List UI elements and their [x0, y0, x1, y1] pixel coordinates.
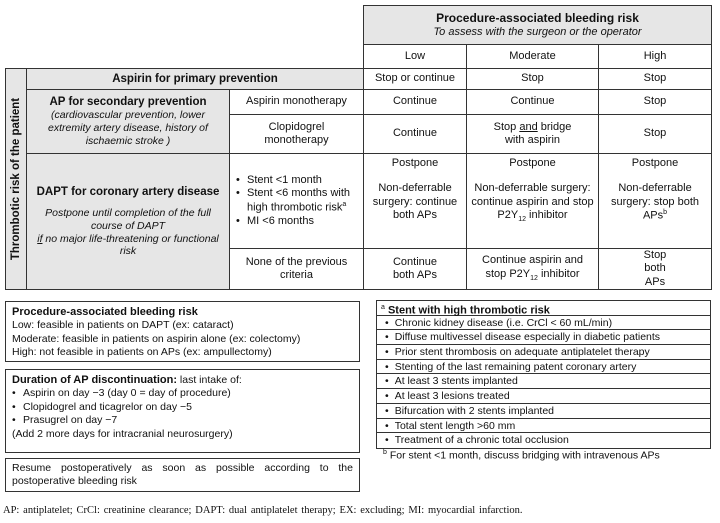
- abbreviations: AP: antiplatelet; CrCl: creatinine clearance; DAPT: dual antiplatelet therapy; EX: excluding; MI: myocardial infarction.: [3, 505, 523, 516]
- dapt-criteria: [229, 153, 364, 249]
- dapt-none-moderate: [466, 248, 599, 290]
- stent-item: • At least 3 lesions treated: [377, 389, 710, 404]
- resume-box: Resume postoperatively as soon as possible according to the postoperative bleeding risk: [5, 458, 360, 492]
- clopidogrel-mono-label: [229, 114, 364, 154]
- moderate-and: and: [519, 120, 538, 133]
- none-moderate-pre: stop P2Y: [485, 267, 531, 280]
- nondeferrable-moderate-text: Non-deferrable surgery: continue aspirin and stop P2Y: [471, 182, 594, 222]
- stent-item: • At least 3 stents implanted: [377, 374, 710, 389]
- dapt-criteria-high: [598, 153, 712, 249]
- clopidogrel-mono-high: Stop: [598, 114, 712, 154]
- col-moderate: Moderate: [466, 44, 599, 69]
- clopidogrel-line2: monotherapy: [264, 134, 329, 146]
- p2y-sub: 12: [518, 216, 526, 224]
- dapt-note-line2: no major life-threatening or functional risk: [42, 232, 219, 258]
- aspirin-mono-moderate: Continue: [466, 89, 599, 115]
- moderate-stop: Stop: [493, 120, 520, 133]
- stent-item: • Total stent length >60 mm: [377, 419, 710, 434]
- dapt-none-high: Stop both APs: [598, 248, 712, 290]
- aspirin-primary-moderate: Stop: [466, 68, 599, 90]
- moderate-bridge: bridge: [537, 120, 572, 133]
- footnote-b: [383, 449, 713, 462]
- aspirin-primary-low: Stop or continue: [363, 68, 467, 90]
- duration-item: • Clopidogrel and ticagrelor on day −5: [12, 401, 353, 414]
- duration-box: [5, 369, 360, 453]
- legend-low: Low: feasible in patients on DAPT (ex: cataract): [12, 319, 234, 332]
- criteria-item2-text: Stent <6 months with high thrombotic risk: [247, 187, 351, 214]
- dapt-criteria-moderate: [466, 153, 599, 249]
- col-low: Low: [363, 44, 467, 69]
- none-moderate-line2: [485, 268, 579, 284]
- stent-item: • Diffuse multivessel disease especially in diabetic patients: [377, 330, 710, 345]
- criteria-item: • MI <6 months: [236, 215, 360, 228]
- none-moderate-sub: 12: [530, 275, 538, 283]
- stent-risk-table: [376, 300, 711, 449]
- nondeferrable-moderate: [470, 182, 595, 225]
- ap-secondary-title: AP for secondary prevention: [49, 96, 207, 109]
- clopidogrel-moderate-line1: [494, 121, 572, 134]
- nondeferrable-low: Non-deferrable surgery: continue both APs: [372, 182, 458, 222]
- side-label-text: Thrombotic risk of the patient: [10, 97, 22, 261]
- legend-high: High: not feasible in patients on APs (ex: ampullectomy): [12, 345, 272, 358]
- clopidogrel-line1: Clopidogrel: [268, 120, 325, 133]
- postpone-moderate: Postpone: [509, 157, 556, 169]
- aspirin-mono-label: Aspirin monotherapy: [229, 89, 364, 115]
- criteria-item2-sup: a: [342, 200, 347, 208]
- stent-item: • Stenting of the last remaining patent coronary artery: [377, 360, 710, 375]
- dapt-label: [26, 153, 230, 290]
- clopidogrel-mono-moderate: [466, 114, 599, 154]
- clopidogrel-mono-low: Continue: [363, 114, 467, 154]
- bleeding-risk-subtitle: To assess with the surgeon or the operator: [433, 25, 642, 38]
- bleeding-risk-header: [363, 5, 712, 45]
- ap-secondary-label: [26, 89, 230, 154]
- bleeding-risk-title: Procedure-associated bleeding risk: [436, 10, 639, 25]
- stent-item: • Bifurcation with 2 stents implanted: [377, 404, 710, 419]
- aspirin-primary-high: Stop: [598, 68, 712, 90]
- nondeferrable-high-text: Non-deferrable surgery: stop both APs: [610, 182, 700, 222]
- none-moderate-line1: Continue aspirin and: [482, 254, 583, 267]
- stent-table-title: [377, 301, 710, 316]
- footnote-b-sup: b: [383, 449, 387, 456]
- legend-title: Procedure-associated bleeding risk: [12, 306, 198, 318]
- stent-item: • Treatment of a chronic total occlusion: [377, 433, 710, 448]
- dapt-note: [30, 207, 226, 258]
- dapt-none-label: None of the previous criteria: [229, 248, 364, 290]
- dapt-note-if: if: [37, 232, 43, 245]
- duration-note: (Add 2 more days for intracranial neurosurgery): [12, 427, 233, 440]
- aspirin-primary-label: Aspirin for primary prevention: [26, 68, 364, 90]
- postpone-low: Postpone: [391, 157, 439, 169]
- aspirin-mono-low: Continue: [363, 89, 467, 115]
- duration-title-rest: last intake of:: [177, 374, 242, 386]
- clopidogrel-moderate-line2: with aspirin: [504, 134, 561, 146]
- stent-table-title-text: Stent with high thrombotic risk: [387, 304, 550, 317]
- footnote-b-text: For stent <1 month, discuss bridging with intravenous APs: [386, 449, 660, 462]
- legend-moderate: Moderate: feasible in patients on aspirin alone (ex: colectomy): [12, 332, 301, 345]
- duration-title-line: [12, 373, 353, 387]
- bleeding-risk-legend-box: [5, 301, 360, 362]
- duration-item: • Prasugrel on day −7: [12, 414, 353, 427]
- ap-secondary-note: (cardiovascular prevention, lower extremity artery disease, history of ischaemic stroke ): [48, 109, 208, 147]
- stent-item: • Chronic kidney disease (i.e. CrCl < 60 mL/min): [377, 316, 710, 331]
- stent-table-sup: a: [381, 304, 385, 311]
- nondeferrable-high: [602, 182, 708, 223]
- criteria-item: • Stent <1 month: [236, 174, 360, 187]
- stent-item: • Prior stent thrombosis on adequate antiplatelet therapy: [377, 345, 710, 360]
- dapt-title: DAPT for coronary artery disease: [36, 185, 220, 198]
- nondeferrable-high-sup: b: [663, 209, 668, 217]
- duration-list: [12, 387, 353, 427]
- nondeferrable-moderate-tail: inhibitor: [526, 209, 568, 222]
- dapt-criteria-low: [363, 153, 467, 249]
- aspirin-mono-high: Stop: [598, 89, 712, 115]
- none-moderate-post: inhibitor: [537, 267, 580, 280]
- dapt-note-line1: Postpone until completion of the full course of DAPT: [45, 206, 211, 232]
- col-high: High: [598, 44, 712, 69]
- dapt-none-low: Continue both APs: [363, 248, 467, 290]
- postpone-high: Postpone: [631, 157, 679, 169]
- criteria-item: [236, 187, 360, 214]
- thrombotic-risk-side-label: [5, 68, 27, 290]
- dapt-criteria-list: [236, 174, 360, 228]
- duration-title: Duration of AP discontinuation:: [12, 374, 177, 386]
- duration-item: • Aspirin on day −3 (day 0 = day of procedure): [12, 387, 353, 400]
